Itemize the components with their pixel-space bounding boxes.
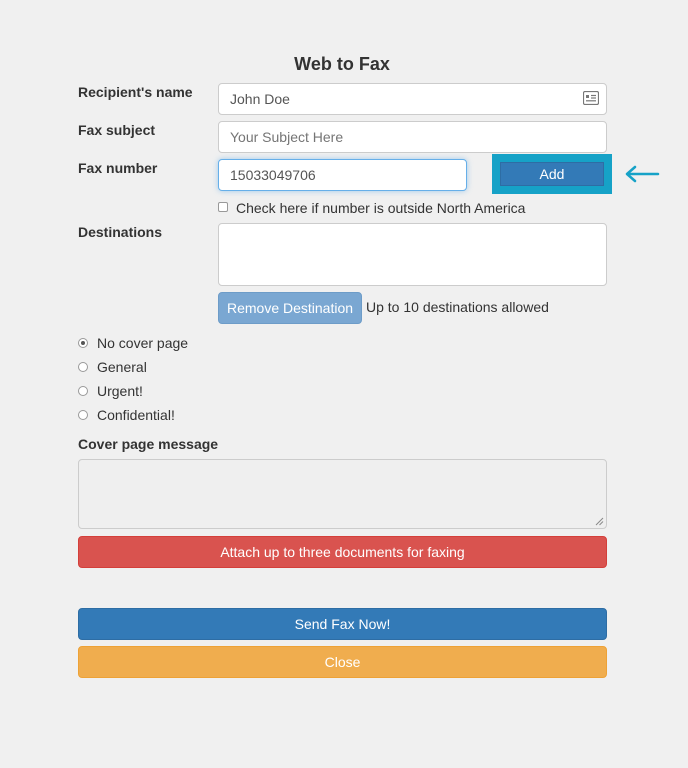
radio-label-confidential: Confidential! bbox=[97, 407, 175, 423]
add-button-highlight bbox=[492, 154, 612, 194]
fax-subject-label: Fax subject bbox=[78, 122, 156, 138]
fax-number-label: Fax number bbox=[78, 160, 158, 176]
fax-number-input[interactable] bbox=[218, 159, 467, 191]
radio-no-cover-page[interactable] bbox=[78, 338, 88, 348]
destinations-label: Destinations bbox=[78, 224, 163, 240]
radio-general[interactable] bbox=[78, 362, 88, 372]
cover-message-textarea[interactable] bbox=[78, 459, 607, 529]
recipient-name-label: Recipient's name bbox=[78, 84, 193, 100]
add-button[interactable]: Add bbox=[500, 162, 604, 186]
left-arrow-icon bbox=[624, 164, 660, 184]
radio-label-urgent: Urgent! bbox=[97, 383, 143, 399]
cover-message-label: Cover page message bbox=[78, 436, 219, 452]
contact-card-icon bbox=[583, 91, 599, 105]
page-title: Web to Fax bbox=[294, 54, 390, 74]
radio-urgent[interactable] bbox=[78, 386, 88, 396]
radio-confidential[interactable] bbox=[78, 410, 88, 420]
destinations-hint: Up to 10 destinations allowed bbox=[366, 299, 549, 315]
recipient-name-input[interactable] bbox=[218, 83, 607, 115]
outside-na-checkbox[interactable] bbox=[218, 202, 228, 212]
outside-na-label: Check here if number is outside North America bbox=[236, 200, 526, 216]
radio-label-general: General bbox=[97, 359, 147, 375]
fax-subject-input[interactable] bbox=[218, 121, 607, 153]
attach-documents-button[interactable]: Attach up to three documents for faxing bbox=[78, 536, 607, 568]
remove-destination-button[interactable]: Remove Destination bbox=[218, 292, 362, 324]
destinations-list[interactable] bbox=[218, 223, 607, 286]
send-fax-button[interactable]: Send Fax Now! bbox=[78, 608, 607, 640]
close-button[interactable]: Close bbox=[78, 646, 607, 678]
radio-label-no-cover-page: No cover page bbox=[97, 335, 189, 351]
resize-grip-icon[interactable] bbox=[594, 516, 604, 526]
